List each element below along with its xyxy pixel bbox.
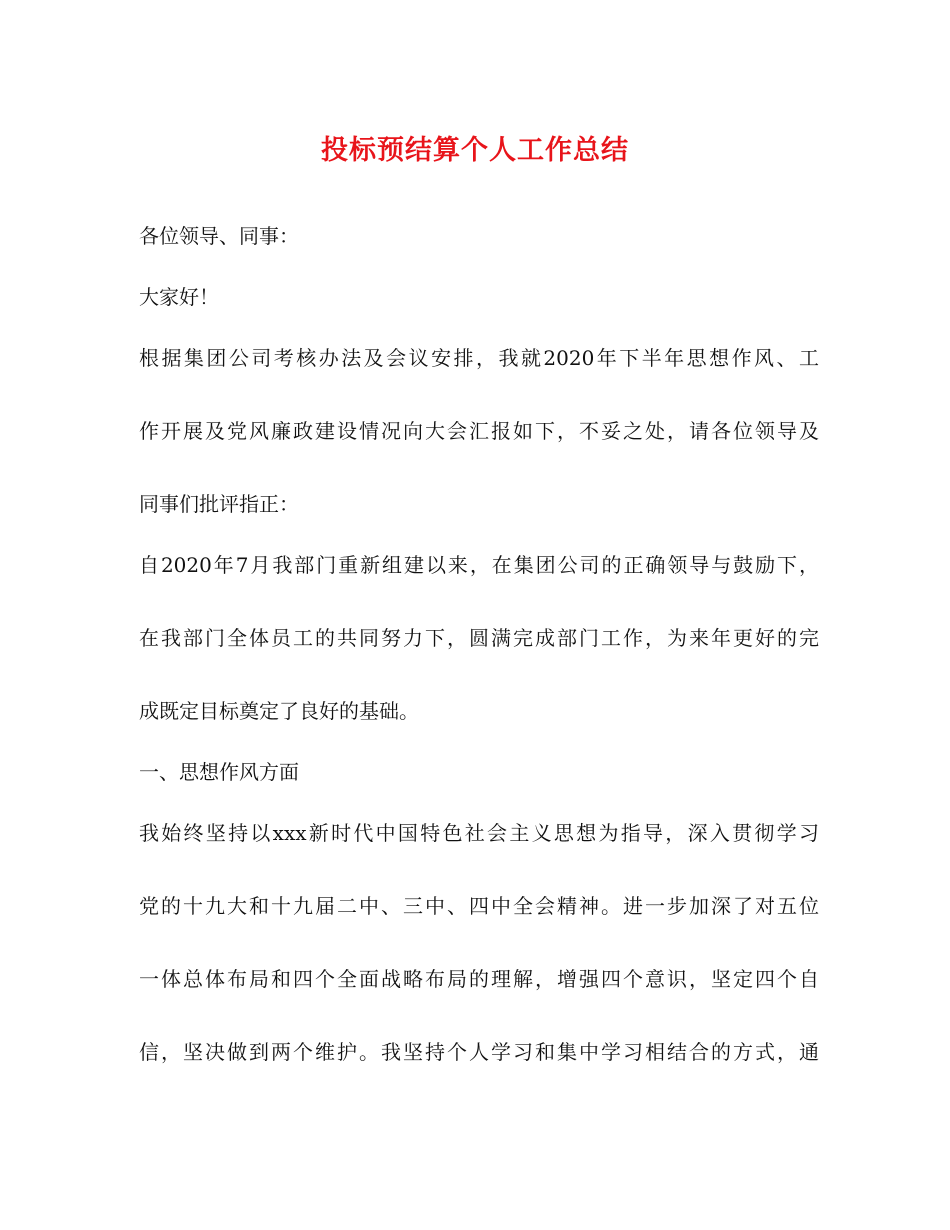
- paragraph-line: 同事们批评指正：: [139, 492, 299, 516]
- paragraph-line: 一体总体布局和四个全面战略布局的理解，增强四个意识，坚定四个自: [139, 967, 819, 991]
- paragraph-line: 根据集团公司考核办法及会议安排，我就2020年下半年思想作风、工: [139, 346, 819, 370]
- paragraph-line: 自2020年7月我部门重新组建以来，在集团公司的正确领导与鼓励下，: [139, 553, 819, 577]
- paragraph-line: 在我部门全体员工的共同努力下，圆满完成部门工作，为来年更好的完: [139, 626, 819, 650]
- salutation-line: 各位领导、同事：: [139, 224, 299, 248]
- paragraph-line: 成既定目标奠定了良好的基础。: [139, 699, 419, 723]
- paragraph-line: 我始终坚持以xxx新时代中国特色社会主义思想为指导，深入贯彻学习: [139, 821, 819, 845]
- greeting-line: 大家好！: [139, 285, 219, 309]
- document-title: 投标预结算个人工作总结: [321, 135, 629, 166]
- paragraph-line: 党的十九大和十九届二中、三中、四中全会精神。进一步加深了对五位: [139, 894, 819, 918]
- paragraph-line: 作开展及党风廉政建设情况向大会汇报如下，不妥之处，请各位领导及: [139, 419, 819, 443]
- section-heading: 一、思想作风方面: [139, 760, 299, 784]
- paragraph-line: 信，坚决做到两个维护。我坚持个人学习和集中学习相结合的方式，通: [139, 1040, 819, 1064]
